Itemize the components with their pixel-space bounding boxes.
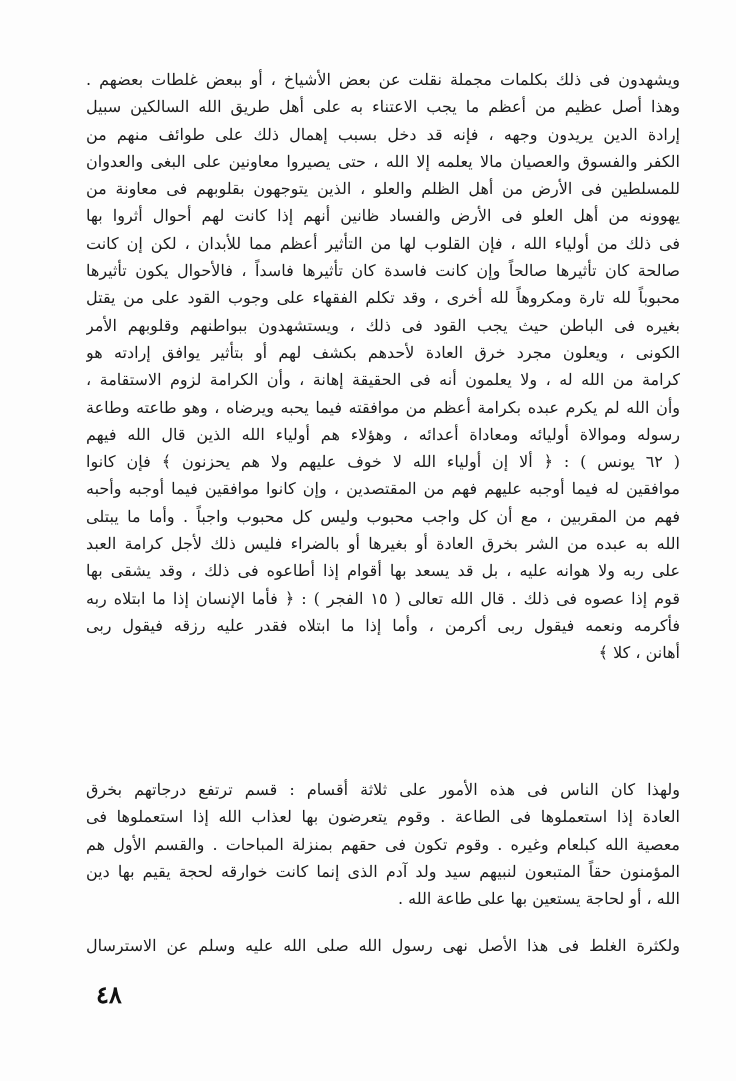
text-line: موافقين له فيما أوجبه عليهم فهم من المقتصدين ، وإن كانوا موافقين فيما أوجبه وأحبه [86, 479, 680, 499]
paragraph-2 [86, 776, 680, 912]
text-line: أهانن ، كلا ﴾ [598, 643, 680, 663]
page-number: ٤٨ [96, 980, 122, 1009]
text-line: كرامة من الله له ، ولا يعلمون أنه فى الحقيقة إهانة ، وأن الكرامة لزوم الاستقامة ، [86, 370, 680, 390]
text-line: محبوباً لله تارة ومكروهاً لله أخرى ، وقد تكلم الفقهاء على وجوب القود على من يقتل [86, 288, 680, 308]
text-line: قوم إذا عصوه فى ذلك . قال الله تعالى ( ١٥ الفجر ) : ﴿ فأما الإنسان إذا ما ابتلاه ربه [86, 588, 680, 608]
paragraph-1 [86, 66, 680, 667]
text-line: فهم من المقربين ، مع أن كل واجب محبوب وليس كل محبوب واجباً . وأما ما يبتلى [86, 506, 680, 526]
text-line: صالحة كان تأثيرها صالحاً وإن كانت فاسدة كان تأثيرها فاسداً ، فالأحوال يكون تأثيرها [86, 261, 680, 281]
text-line: وأن الله لم يكرم عبده بكرامة أعظم من موافقته فيما يحبه ويرضاه ، وهو طاعته وطاعة [86, 397, 680, 417]
text-line: للمسلطين فى الأرض من أهل الظلم والعلو ، الذين يتوجهون بقلوبهم فى معاونة من [86, 179, 680, 199]
text-line: بغيره فى الباطن حيث يجب القود فى ذلك ، ويستشهدون ببواطنهم وقلوبهم الأمر [86, 315, 680, 335]
text-line: ( ٦٢ يونس ) : ﴿ ألا إن أولياء الله لا خوف عليهم ولا هم يحزنون ﴾ فإن كانوا [86, 452, 680, 472]
text-line: الكونى ، ويعلون مجرد خرق العادة لأحدهم بكشف لهم أو بتأثير يوافق إرادته هو [86, 342, 680, 362]
text-line: رسوله وموالاة أوليائه ومعاداة أعدائه ، وهؤلاء هم أولياء الله الذين قال الله فيهم [86, 424, 680, 444]
text-line: فأكرمه ونعمه فيقول ربى أكرمن ، وأما إذا ما ابتلاه فقدر عليه رزقه فيقول ربى [86, 615, 680, 635]
text-line: معصية الله كبلعام وغيره . وقوم تكون فى حقهم بمنزلة المباحات . والقسم الأول هم [86, 834, 680, 854]
text-line: إرادة الدين يريدون وجهه ، فإنه قد دخل بسبب إهمال ذلك على طوائف منهم من [86, 124, 680, 144]
text-line: ولهذا كان الناس فى هذه الأمور على ثلاثة أقسام : قسم ترتفع درجاتهم بخرق [86, 780, 680, 799]
text-line: العادة إذا استعملوها فى الطاعة . وقوم يتعرضون بها لعذاب الله إذا استعملوها فى [86, 807, 680, 827]
text-line: الكفر والفسوق والعصيان مالا يعلمه إلا الله ، حتى يصيروا معاونين على البغى والعدوان [86, 151, 680, 171]
text-line: الله ، أو لحاجة يستعين بها على طاعة الله . [397, 889, 680, 909]
text-line: الله به عبده من الشر بخرق العادة أو بغيرها أو بالضراء فليس ذلك لأجل كرامة العبد [86, 534, 680, 554]
text-line: فى ذلك من أولياء الله ، فإن القلوب لها من التأثير أعظم مما للأبدان ، لكن إن كانت [86, 233, 680, 253]
text-line: على ربه ولا هوانه عليه ، بل قد يسعد بها أقوام إذا أطاعوه فى ذلك ، وقد يشقى بها [86, 561, 680, 581]
text-line: المؤمنون حقاً المتبعون لنبيهم سيد ولد آدم الذى إنما كانت خوارقه لحجة يقيم بها دين [86, 861, 680, 881]
text-line: وهذا أصل عظيم من أعظم ما يجب الاعتناء به على أهل طريق الله السالكين سبيل [86, 97, 680, 117]
text-line: ويشهدون فى ذلك بكلمات مجملة نقلت عن بعض الأشياخ ، أو ببعض غلطات بعضهم . [86, 70, 680, 89]
text-line: ولكثرة الغلط فى هذا الأصل نهى رسول الله صلى الله عليه وسلم عن الاسترسال [86, 936, 680, 955]
paragraph-3 [86, 932, 680, 959]
text-line: يهوونه من أهل العلو فى الأرض والفساد ظانين أنهم إذا كانت لهم أحوال أثروا بها [86, 206, 680, 226]
